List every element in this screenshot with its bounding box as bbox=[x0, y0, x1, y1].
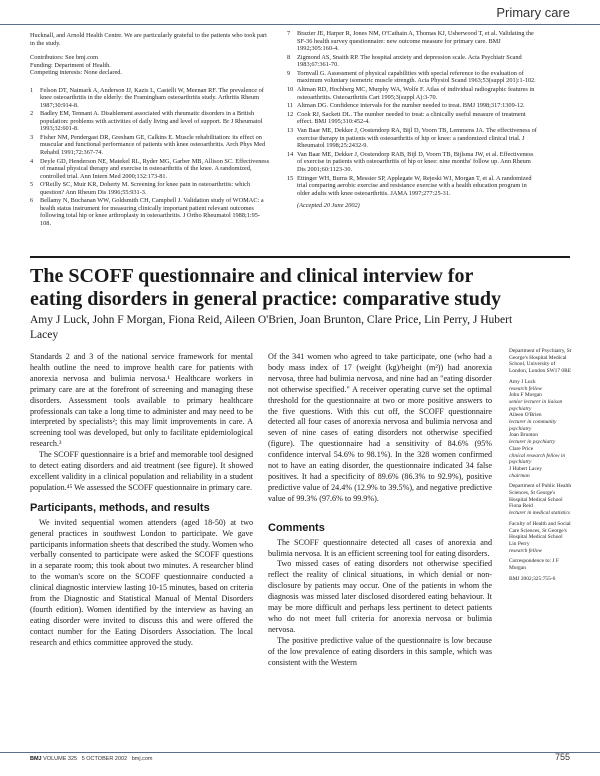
affiliation-line: senior lecturer in liaison psychiatry bbox=[509, 398, 563, 412]
reference-number: 7 bbox=[287, 30, 291, 37]
footer-rule bbox=[0, 752, 600, 753]
contributors: Contributors: See bmj.com bbox=[30, 54, 99, 61]
reference-item bbox=[287, 111, 539, 126]
journal-name: BMJ bbox=[30, 756, 42, 762]
affiliation-line: Department of Psychiatry, St George's Hospital Medical School, University of London, London SW17 0RE bbox=[509, 348, 572, 375]
reference-number: 13 bbox=[287, 127, 294, 135]
affiliation-block bbox=[509, 576, 573, 583]
reference-text: Badley EM, Tennant A. Disablement associated with rheumatic disorders in a British population: problems with activities of daily living and level of support. Br J Rheumatol 1993;32:601-8. bbox=[40, 110, 263, 133]
reference-number: 10 bbox=[287, 86, 294, 94]
funding: Funding: Department of Health. bbox=[30, 61, 111, 69]
reference-number: 2 bbox=[30, 110, 34, 118]
reference-number: 11 bbox=[287, 102, 294, 110]
comments-paragraph-3: The positive predictive value of the questionnaire is low because of the low prevalence of eating disorders in this sample, which was consistent with the Western bbox=[268, 635, 492, 667]
affiliation-block bbox=[509, 521, 573, 555]
body-column-2 bbox=[268, 352, 492, 668]
affiliation-line: clinical research fellow in psychiatry bbox=[509, 452, 566, 466]
affiliation-line: lecturer in psychiatry bbox=[509, 439, 556, 446]
reference-item bbox=[287, 70, 539, 85]
affiliation-line: BMJ 2002;325:755-6 bbox=[509, 575, 556, 582]
page-number: 755 bbox=[554, 752, 570, 762]
affiliation-line: lecturer in medical statistics bbox=[509, 510, 571, 517]
reference-text: Tornvall G. Assessment of physical capabilities with special reference to the evaluation of maximum voluntary isometric muscle strength. Acta Physiol Scand 1963;53(suppl 201):1-102. bbox=[297, 69, 536, 85]
affiliation-line: Correspondence to: J F Morgan bbox=[509, 558, 559, 572]
reference-number: 1 bbox=[30, 86, 34, 94]
prev-article-left-column bbox=[30, 32, 270, 229]
reference-item bbox=[287, 86, 539, 101]
reference-item bbox=[287, 151, 539, 174]
article-authors: Amy J Luck, John F Morgan, Fiona Reid, Aileen O'Brien, Joan Brunton, Clare Price, Lin Perry, J Hubert Lacey bbox=[30, 314, 513, 341]
reference-list-right bbox=[287, 30, 539, 197]
reference-number: 4 bbox=[30, 157, 34, 165]
reference-number: 12 bbox=[287, 110, 294, 118]
affiliation-line: research fellow bbox=[509, 385, 542, 392]
methods-heading: Participants, methods, and results bbox=[30, 501, 210, 514]
reference-text: Felson DT, Naimark A, Anderson JJ, Kazis L, Castelli W, Meenan RF. The prevalence of knee osteoarthritis in the elderly: the Framingham osteoarthritis study. Arthritis Rheum 1987;30:914-8. bbox=[40, 86, 264, 109]
reference-text: Van Baar ME, Dekker J, Oostendorp RAB, Bijl D, Voorn TB, Bijlsma JW, et al. Effectiveness of exercise in patients with osteoarthritis of hip or knee: nine months' follow up. Ann Rheum Dis 2001;60:1123-30. bbox=[297, 150, 534, 173]
reference-number: 9 bbox=[287, 69, 291, 77]
affiliation-line: Lin Perry bbox=[509, 540, 530, 547]
affiliation-line: John F Morgan bbox=[509, 392, 542, 399]
affiliation-line: Clare Price bbox=[509, 445, 534, 452]
affiliation-block bbox=[509, 379, 573, 480]
reference-text: Van Baar ME, Dekker J, Oostendorp RA, Bijl D, Voorn TB, Lemmens JA. The effectiveness of exercise therapy in patients with osteoarthritis of hip or knee: a randomized clinical trial. J Rheumatol 1998;25:2432-9. bbox=[297, 127, 537, 150]
reference-text: Zigmond AS, Snaith RP. The hospital anxiety and depression scale. Acta Psychiatr Scand 1983;67:361-70. bbox=[297, 53, 522, 69]
reference-item bbox=[287, 30, 539, 53]
comments-heading: Comments bbox=[268, 521, 325, 534]
reference-text: Deyle GD, Henderson NE, Matekel RL, Ryder MG, Garber MB, Allison SC. Effectiveness of manual physical therapy and exercise in osteoarthritis of the knee. A randomized, controlled trial. Ann Intern Med 2000;132:173-81. bbox=[40, 157, 270, 180]
affiliation-line: research fellow bbox=[509, 547, 542, 554]
reference-number: 15 bbox=[287, 174, 294, 182]
intro-paragraph-1: Standards 2 and 3 of the national service framework for mental health outline the need to improve health care for patients with anorexia nervosa and bulimia nervosa.¹ Healthcare workers in primary care are at the forefront of screening and managing these disorders. Assessment tools available to primary healthcare professionals can take a long time to administer and may need to be interpreted by specialists²; this may limit improvements in care. A screening tool was developed, but only to facilitate epidemiological research.³ bbox=[30, 352, 253, 449]
reference-text: Bellamy N, Buchanan WW, Goldsmith CH, Campbell J. Validation study of WOMAC: a health status instrument for measuring clinically important patient relevant outcomes following total hip or knee arthroplasty in osteoarthritis. J Ortho Rheumatol 1988;1:95-108. bbox=[40, 197, 264, 227]
reference-text: Fisher NM, Pendergast DR, Gresham GE, Calkins E. Muscle rehabilitation: its effect on muscular and functional performance of patients with knee osteoarthritis. Arch Phys Med Rehabil 1991;72:367-74. bbox=[40, 133, 266, 156]
competing-interests: Competing interests: None declared. bbox=[30, 69, 122, 76]
reference-number: 5 bbox=[30, 181, 34, 189]
header-rule bbox=[0, 24, 600, 25]
section-label: Primary care bbox=[496, 5, 570, 20]
reference-item bbox=[30, 110, 270, 133]
reference-text: Ettinger WH, Burns R, Messier SP, Applegate W, Rejeski WJ, Morgan T, et al. A randomized trial comparing aerobic exercise and resistance exercise with a health education program in older adults with knee osteoarthritis. JAMA 1997;277:25-31. bbox=[297, 174, 532, 197]
reference-item bbox=[287, 102, 539, 110]
reference-item bbox=[30, 158, 270, 181]
affiliation-line: Amy J Luck bbox=[509, 378, 536, 385]
comments-paragraph-1: The SCOFF questionnaire detected all cases of anorexia and bulimia nervosa. It is an efficient screening tool for eating disorders. bbox=[268, 537, 492, 558]
footer-citation bbox=[30, 756, 153, 762]
affiliation-line: Joan Brunton bbox=[509, 432, 538, 439]
affiliation-line: Aileen O'Brien bbox=[509, 412, 542, 419]
journal-date: 5 OCTOBER 2002 bbox=[81, 756, 128, 762]
reference-list-left bbox=[30, 87, 270, 228]
reference-item bbox=[30, 181, 270, 196]
journal-site: bmj.com bbox=[131, 756, 153, 762]
article-title: The SCOFF questionnaire and clinical interview for eating disorders in general practice: comparative study bbox=[30, 265, 502, 310]
affiliation-block bbox=[509, 483, 573, 517]
reference-number: 3 bbox=[30, 133, 34, 141]
affiliation-line: J Hubert Lacey bbox=[509, 465, 542, 472]
affiliation-line: Department of Public Health Sciences, St George's Hospital Medical School bbox=[509, 483, 572, 503]
reference-item bbox=[30, 134, 270, 157]
journal-volume: VOLUME 325 bbox=[43, 756, 78, 762]
results-paragraph: Of the 341 women who agreed to take participate, one (who had a body mass index of 17 (weight (kg)/height (m²)) had anorexia nervosa, three had bulimia nervosa, and nine had an "eating disorder not otherwise specified." A receiver operating curve set the optimal threshold for the questionnaire at two or more positive answers to the five questions. With this cut off, the SCOFF questionnaire detected all four cases of anorexia nervosa and bulimia nervosa and seven of nine cases of eating disorders not otherwise specified (figure). The questionnaire had a sensitivity of 84.6% (95% confidence interval 54.6% to 98.1%). In the 328 women confirmed not to have an eating disorder, the questionnaire indicated 34 false positives. It had a specificity of 89.6% (86.3% to 92.9%), positive predictive value of 24.4% (12.9% to 39.5%), and negative predictive value of 99.3% (97.6% to 99.9%). bbox=[268, 352, 492, 503]
reference-number: 6 bbox=[30, 197, 34, 205]
body-column-1 bbox=[30, 352, 253, 649]
acknowledgement: Hucknall, and Arnold Health Centre. We are particularly grateful to the patients who took part in the study. bbox=[30, 32, 267, 47]
prev-article-right-column bbox=[287, 30, 539, 210]
article-divider bbox=[30, 256, 570, 258]
affiliation-line: Faculty of Health and Social Care Sciences, St George's Hospital Medical School bbox=[509, 520, 571, 541]
intro-paragraph-2: The SCOFF questionnaire is a brief and memorable tool designed to detect eating disorders and aid treatment (see figure). It showed excellent validity in a clinical population and reliability in a student population.⁴⁵ We assessed the SCOFF questionnaire in primary care. bbox=[30, 450, 253, 492]
affiliation-line: lecturer in community psychiatry bbox=[509, 419, 557, 432]
reference-item bbox=[30, 197, 270, 227]
comments-paragraph-2: Two missed cases of eating disorders not otherwise specified reflect the reality of clinical situations, in which denial or non-disclosure by patients may occur. One of the patients in whom the diagnosis was missed later disclosed disordered eating behaviour. It may be more difficult and perhaps less pertinent to detect patients who do not meet full criteria for anorexia nervosa or bulimia nervosa. bbox=[268, 559, 492, 634]
reference-item bbox=[287, 54, 539, 69]
reference-number: 8 bbox=[287, 53, 291, 61]
reference-text: Altman DG. Confidence intervals for the number needed to treat. BMJ 1998;317:1309-12. bbox=[297, 102, 525, 110]
affiliation-line: chairman bbox=[509, 472, 530, 479]
affiliation-block bbox=[509, 348, 573, 375]
methods-paragraph: We invited sequential women attenders (aged 18-50) at two general practices in southwest London to participate. We gave participants information sheets that described the study. Women who verbally consented to participate were asked the SCOFF questions in a separate room; this took about two minutes. A researcher blind to the woman's score on the SCOFF questionnaire conducted a clinical diagnostic interview lasting 10-15 minutes, based on criteria from the Diagnostic and Statistical Manual of Mental Disorders (fourth edition). Women identified by the interview as having an eating disorder were invited to discuss this and were offered the contact number for the Eating Disorders Association. The local research and ethics committee approved the study. bbox=[30, 517, 253, 647]
reference-text: Brazier JE, Harper R, Jones NM, O'Cathain A, Thomas KJ, Usherwood T, et al. Validating the SF-36 health survey questionnaire: new outcome measure for primary care. BMJ 1992;305:160-4. bbox=[297, 30, 534, 52]
reference-item bbox=[30, 87, 270, 110]
reference-text: Cook RJ, Sackett DL. The number needed to treat: a clinically useful measure of treatment effect. BMJ 1995;310:452-4. bbox=[297, 110, 526, 126]
reference-text: O'Reilly SC, Muir KR, Doherty M. Screening for knee pain in osteoarthritis: which question? Ann Rheum Dis 1996;55:931-3. bbox=[40, 181, 251, 196]
reference-text: Altman RD, Hochberg MC, Murphy WA, Wolfe F. Atlas of individual radiographic features in osteoarthritis. Osteoarthritis Cart 1995;3(suppl A):3-70. bbox=[297, 86, 535, 101]
reference-item bbox=[287, 175, 539, 198]
accepted-date: (Accepted 20 June 2002) bbox=[297, 202, 360, 209]
affiliation-line: Fiona Reid bbox=[509, 503, 533, 510]
affiliation-block bbox=[509, 558, 573, 571]
reference-number: 14 bbox=[287, 150, 294, 158]
author-affiliations bbox=[509, 348, 573, 587]
reference-item bbox=[287, 127, 539, 150]
